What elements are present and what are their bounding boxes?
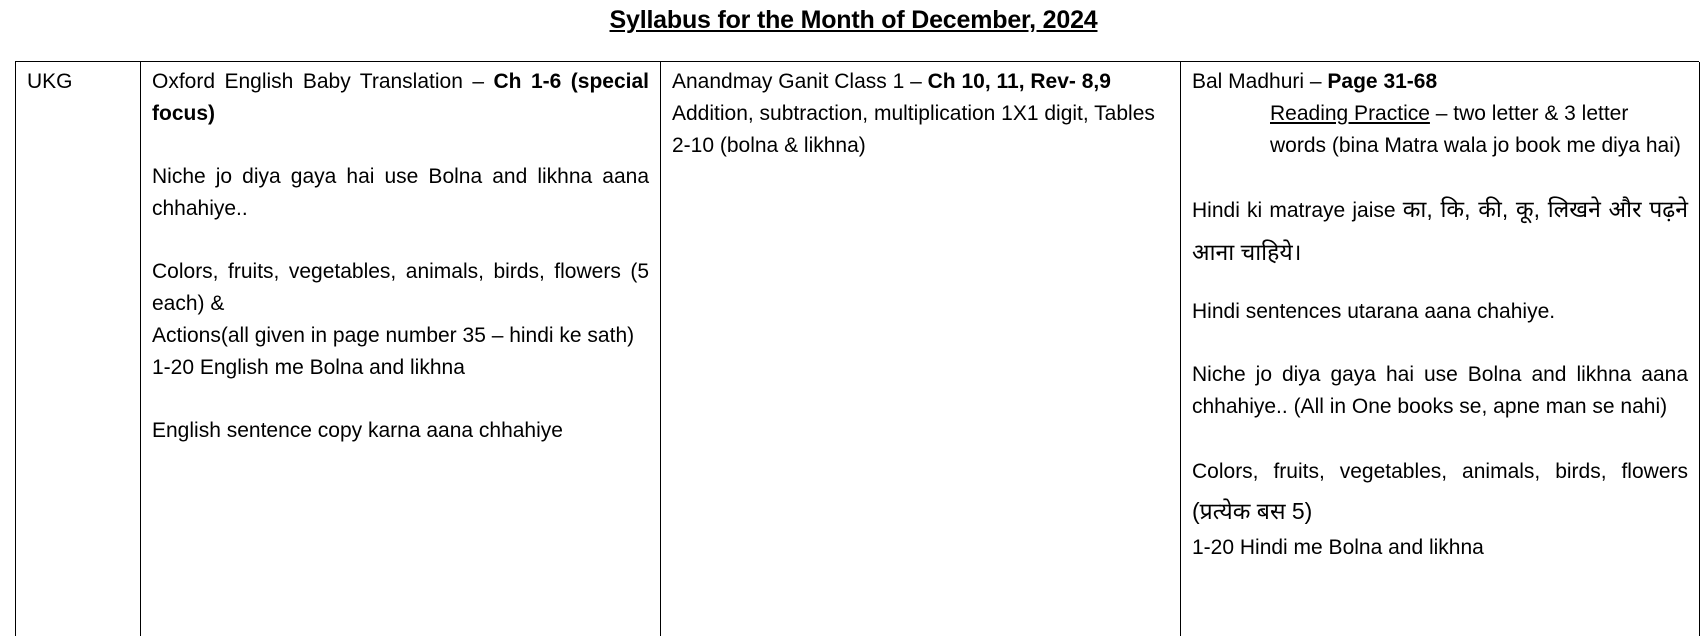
hindi-matra-intro: Hindi ki matraye jaise bbox=[1192, 199, 1396, 222]
hindi-book-line bbox=[1192, 66, 1688, 98]
hindi-matra-line bbox=[1192, 188, 1688, 274]
reading-practice-text: – two letter & 3 letter words (bina Matra wala jo book me diya hai) bbox=[1270, 102, 1681, 157]
english-instruction: Niche jo diya gaya hai use Bolna and likhna aana chhahiye.. bbox=[152, 165, 649, 220]
hindi-reading-practice bbox=[1270, 98, 1688, 162]
hindi-cell bbox=[1181, 62, 1700, 636]
english-book-line bbox=[152, 66, 649, 130]
hindi-topics-intro: Colors, fruits, vegetables, animals, birds, flowers bbox=[1192, 460, 1688, 483]
hindi-book: Bal Madhuri – bbox=[1192, 70, 1322, 93]
english-book: Oxford English Baby Translation – bbox=[152, 70, 485, 93]
hindi-topics bbox=[1192, 454, 1688, 532]
syllabus-table bbox=[15, 61, 1699, 636]
english-topics: Colors, fruits, vegetables, animals, birds, flowers (5 each) & bbox=[152, 260, 649, 315]
hindi-instruction: Niche jo diya gaya hai use Bolna and likhna aana chhahiye.. (All in One books se, apne man se nahi) bbox=[1192, 363, 1688, 418]
reading-practice-label: Reading Practice bbox=[1270, 102, 1430, 125]
english-sentences: English sentence copy karna aana chhahiye bbox=[152, 419, 563, 442]
class-label: UKG bbox=[27, 70, 73, 93]
maths-topics: Addition, subtraction, multiplication 1X1 digit, Tables 2-10 (bolna & likhna) bbox=[672, 102, 1155, 157]
english-numbers: 1-20 English me Bolna and likhna bbox=[152, 356, 465, 379]
hindi-sentences: Hindi sentences utarana aana chahiye. bbox=[1192, 300, 1556, 323]
hindi-matra-text: का, कि, की, कू, लिखने और पढ़ने आना चाहिये। bbox=[1192, 196, 1688, 265]
hindi-pages: Page 31-68 bbox=[1327, 70, 1438, 93]
english-actions: Actions(all given in page number 35 – hindi ke sath) bbox=[152, 324, 635, 347]
class-cell bbox=[16, 62, 141, 636]
maths-book: Anandmay Ganit Class 1 – bbox=[672, 70, 922, 93]
hindi-topics-count: (प्रत्येक बस 5) bbox=[1192, 498, 1313, 524]
english-chapters: Ch 1-6 (special focus) bbox=[152, 70, 649, 125]
maths-cell bbox=[661, 62, 1181, 636]
maths-book-line bbox=[672, 66, 1169, 98]
english-cell bbox=[141, 62, 661, 636]
hindi-numbers: 1-20 Hindi me Bolna and likhna bbox=[1192, 536, 1484, 559]
page-title: Syllabus for the Month of December, 2024 bbox=[609, 6, 1098, 34]
maths-chapters: Ch 10, 11, Rev- 8,9 bbox=[927, 70, 1111, 93]
